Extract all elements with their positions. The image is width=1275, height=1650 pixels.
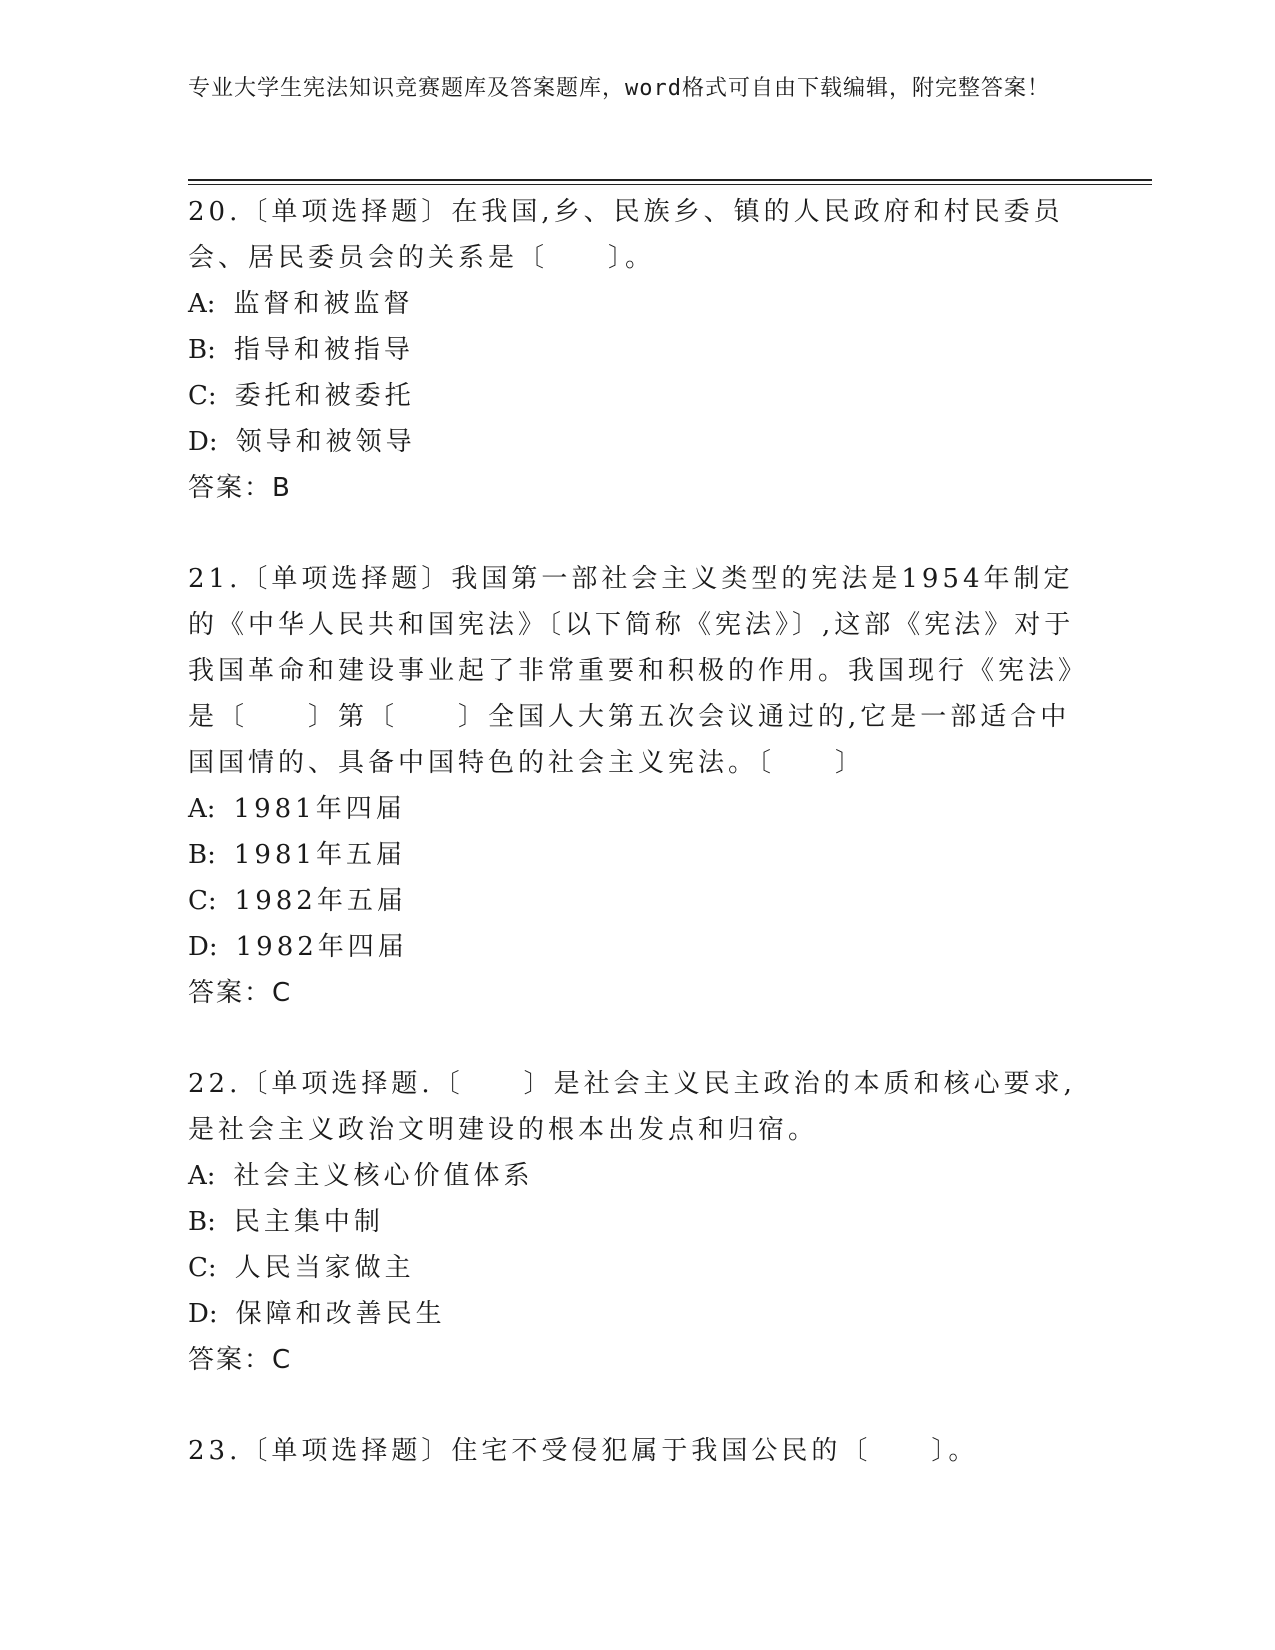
answer: 答案：C [188, 1345, 293, 1375]
option-text: 保障和改善民生 [235, 1299, 446, 1329]
option-c [188, 1245, 1088, 1291]
option-key: D: [188, 427, 218, 457]
option-text: 民主集中制 [233, 1207, 384, 1237]
option-text: 1981年四届 [233, 794, 406, 824]
option-b [188, 327, 1088, 373]
option-key: C: [188, 886, 217, 916]
option-d [188, 1291, 1088, 1337]
option-key: D: [188, 1299, 218, 1329]
answer: 答案：C [188, 978, 293, 1008]
option-key: D: [188, 932, 218, 962]
question-list [188, 189, 1088, 1519]
option-b [188, 1199, 1088, 1245]
option-key: B: [188, 1207, 216, 1237]
option-a [188, 281, 1088, 327]
option-key: B: [188, 335, 216, 365]
option-text: 人民当家做主 [234, 1253, 415, 1283]
question-text: 20.〔单项选择题〕在我国,乡、民族乡、镇的人民政府和村民委员会、居民委员会的关系是〔 〕。 [188, 197, 1064, 273]
header-divider-thin [188, 184, 1152, 185]
option-key: A: [188, 794, 216, 824]
question-20 [188, 189, 1088, 511]
option-key: C: [188, 381, 217, 411]
question-text: 22.〔单项选择题.〔 〕是社会主义民主政治的本质和核心要求,是社会主义政治文明建设的根本出发点和归宿。 [188, 1069, 1076, 1145]
question-22 [188, 1061, 1088, 1383]
option-b [188, 832, 1088, 878]
option-key: A: [188, 1161, 216, 1191]
option-c [188, 878, 1088, 924]
option-key: B: [188, 840, 216, 870]
option-key: A: [188, 289, 216, 319]
option-d [188, 419, 1088, 465]
option-text: 1981年五届 [233, 840, 407, 870]
option-c [188, 373, 1088, 419]
option-text: 监督和被监督 [233, 289, 414, 319]
question-text: 21.〔单项选择题〕我国第一部社会主义类型的宪法是1954年制定的《中华人民共和国宪法》〔以下简称《宪法》〕,这部《宪法》对于我国革命和建设事业起了非常重要和积极的作用。我国现行《宪法》是〔 〕第〔 〕全国人大第五次会议通过的,它是一部适合中国国情的、具备中国特色的社会主义宪法。〔 〕 [188, 564, 1089, 778]
option-a [188, 1153, 1088, 1199]
option-text: 领导和被领导 [235, 427, 416, 457]
option-text: 1982年五届 [234, 886, 407, 916]
option-text: 社会主义核心价值体系 [233, 1161, 534, 1191]
question-23 [188, 1428, 1088, 1474]
option-a [188, 786, 1088, 832]
header-divider-thick [188, 179, 1152, 181]
option-key: C: [188, 1253, 217, 1283]
question-21 [188, 556, 1088, 1016]
question-text: 23.〔单项选择题〕住宅不受侵犯属于我国公民的〔 〕。 [188, 1436, 979, 1466]
option-text: 委托和被委托 [234, 381, 415, 411]
option-text: 指导和被指导 [233, 335, 414, 365]
option-d [188, 924, 1088, 970]
document-header: 专业大学生宪法知识竞赛题库及答案题库，word格式可自由下载编辑，附完整答案！ [188, 76, 1050, 101]
option-text: 1982年四届 [235, 932, 408, 962]
answer: 答案：B [188, 473, 292, 503]
